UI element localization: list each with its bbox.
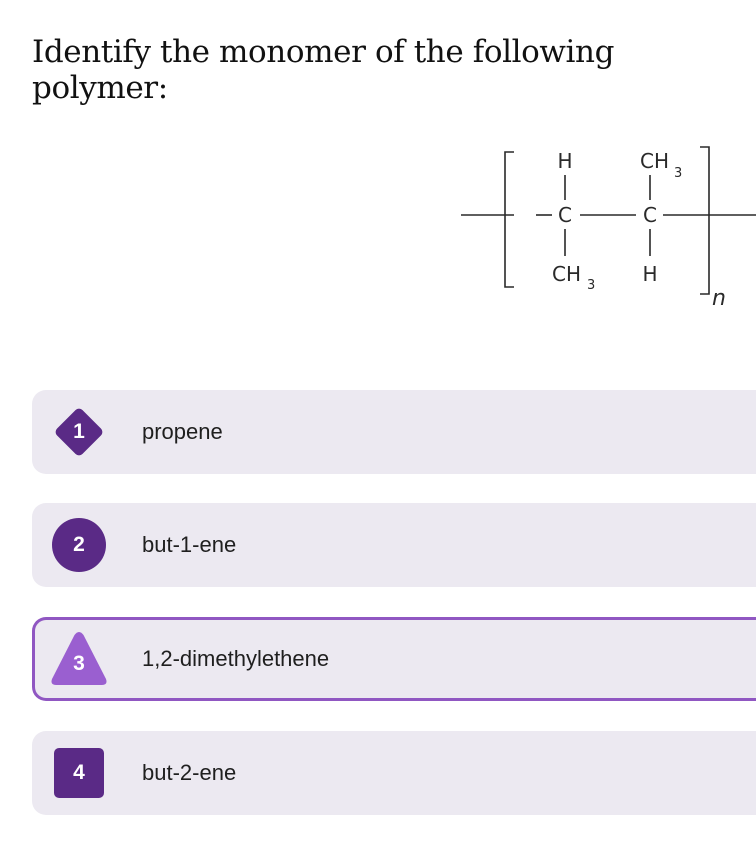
option-1-label: propene: [142, 419, 223, 444]
option-1-badge: [50, 403, 108, 461]
atom-h-top-left: H: [557, 149, 573, 173]
option-4-label: but-2-ene: [142, 760, 237, 785]
option-1-number: 1: [73, 420, 85, 443]
atom-h-bottom-right: H: [642, 262, 658, 286]
atom-sub-top-right: 3: [674, 166, 683, 181]
atom-c-left: C: [558, 203, 572, 227]
right-bracket: [700, 147, 709, 294]
left-bracket: [505, 152, 514, 287]
atom-ch-top-right: CH: [640, 149, 670, 173]
option-3-label: 1,2-dimethylethene: [142, 646, 330, 671]
option-4[interactable]: [32, 731, 756, 815]
atom-ch-bottom-left: CH: [552, 262, 582, 286]
atom-c-right: C: [643, 203, 657, 227]
option-2[interactable]: [32, 503, 756, 587]
option-2-badge: [50, 516, 108, 574]
option-1[interactable]: [32, 390, 756, 474]
polymer-structure: [456, 138, 756, 318]
atom-sub-bottom-left: 3: [587, 278, 596, 293]
option-3-number: 3: [73, 652, 85, 675]
question-text: Identify the monomer of the following polymer:: [32, 34, 615, 106]
option-4-badge: [50, 744, 108, 802]
option-3[interactable]: [32, 617, 756, 701]
option-3-badge: [50, 630, 108, 688]
repeat-unit-n: n: [712, 286, 726, 311]
option-4-number: 4: [73, 761, 85, 784]
option-2-number: 2: [73, 533, 85, 556]
option-2-label: but-1-ene: [142, 532, 237, 557]
